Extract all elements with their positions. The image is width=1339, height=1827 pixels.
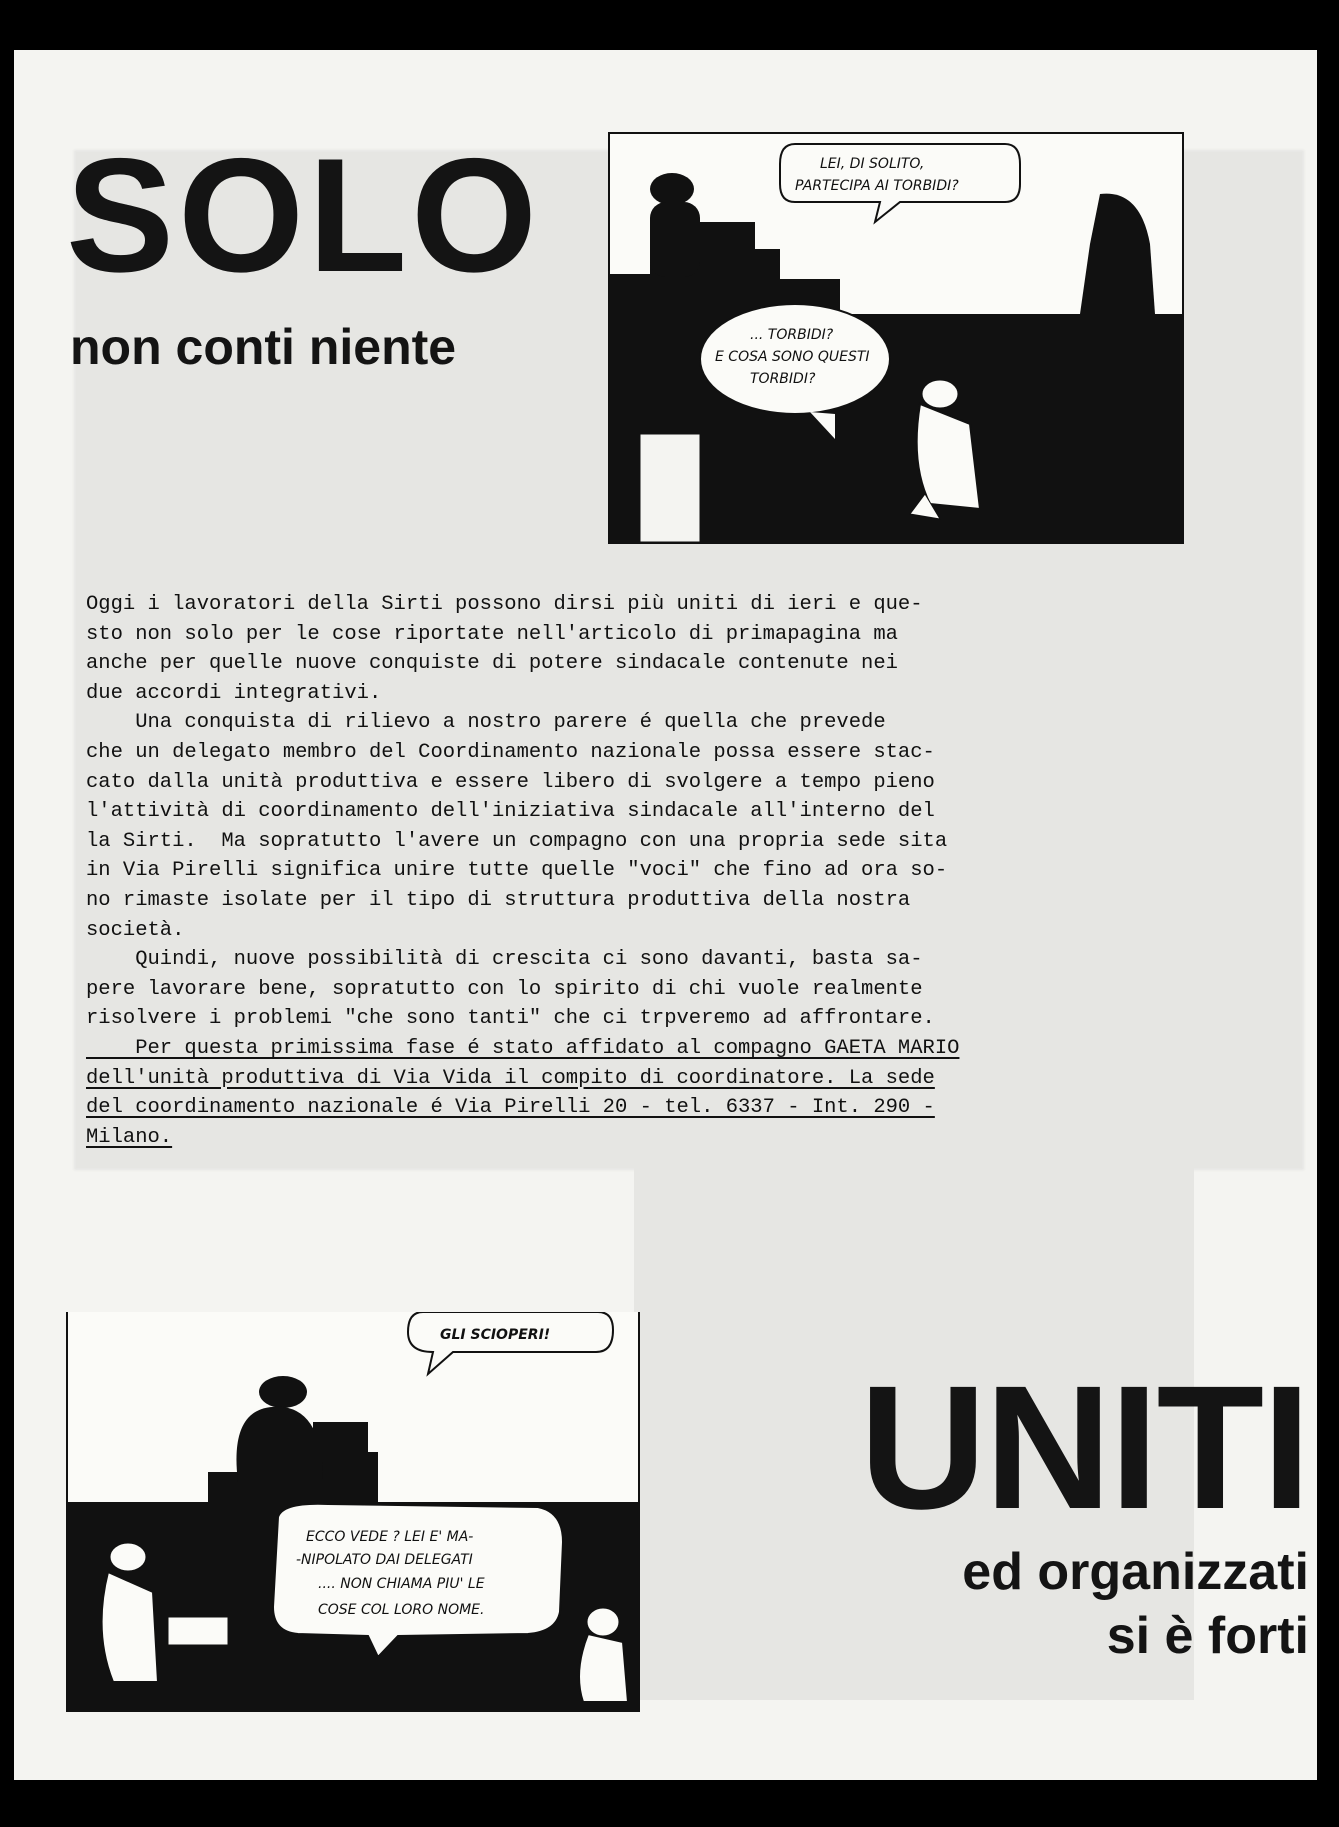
article-line: cato dalla unità produttiva e essere libero di svolgere a tempo pieno (86, 770, 935, 794)
article-line: pere lavorare bene, sopratutto con lo spirito di chi vuole realmente (86, 977, 923, 1001)
comic-top-bubble-2-line-3: TORBIDI? (750, 371, 816, 387)
article-underlined-line: Per questa primissima fase é stato affidato al compagno GAETA MARIO (86, 1036, 960, 1060)
comic-bottom-bubble-2-line-2: -NIPOLATO DAI DELEGATI (296, 1552, 473, 1568)
headline-solo: SOLO (66, 125, 542, 306)
article-line: l'attività di coordinamento dell'iniziativa sindacale all'interno del (86, 800, 935, 824)
comic-bottom-bubble-1: GLI SCIOPERI! (440, 1327, 551, 1343)
article-underlined-line: dell'unità produttiva di Via Vida il compito di coordinatore. La sede (86, 1066, 935, 1090)
headline-solo-subtitle: non conti niente (70, 319, 457, 375)
article-line: sto non solo per le cose riportate nell'articolo di primapagina ma (86, 622, 898, 646)
article-line: la Sirti. Ma sopratutto l'avere un compagno con una propria sede sita (86, 829, 948, 853)
article-line: no rimaste isolate per il tipo di struttura produttiva della nostra (86, 888, 911, 912)
article-line: che un delegato membro del Coordinamento nazionale possa essere stac- (86, 740, 935, 764)
headline-uniti-subtitle-2: si è forti (1106, 1607, 1309, 1665)
comic-bottom (66, 1312, 640, 1712)
document-page (14, 50, 1317, 1780)
article-underlined-line: del coordinamento nazionale é Via Pirelli 20 - tel. 6337 - Int. 290 - (86, 1096, 935, 1120)
article-line: anche per quelle nuove conquiste di potere sindacale contenute nei (86, 652, 898, 676)
comic-bottom-drawing (68, 1312, 638, 1710)
comic-top (608, 132, 1184, 544)
comic-top-bubble-1-line-1: LEI, DI SOLITO, (820, 156, 925, 172)
article-body (86, 590, 1186, 1152)
article-line: Una conquista di rilievo a nostro parere é quella che prevede (86, 711, 886, 735)
article-line: Oggi i lavoratori della Sirti possono dirsi più uniti di ieri e que- (86, 593, 923, 616)
article-line: due accordi integrativi. (86, 681, 382, 705)
comic-top-bubble-2-line-2: E COSA SONO QUESTI (715, 349, 870, 365)
comic-bottom-bubble-2-line-4: COSE COL LORO NOME. (318, 1602, 485, 1618)
comic-bottom-bubble-2-line-1: ECCO VEDE ? LEI E' MA- (306, 1529, 474, 1545)
article-line: Quindi, nuove possibilità di crescita ci sono davanti, basta sa- (86, 948, 923, 972)
article-line: in Via Pirelli significa unire tutte quelle "voci" che fino ad ora so- (86, 859, 948, 883)
headline-uniti-subtitle-1: ed organizzati (962, 1543, 1309, 1601)
comic-bottom-bubble-2-line-3: .... NON CHIAMA PIU' LE (318, 1576, 485, 1592)
comic-top-bubble-2-line-1: ... TORBIDI? (750, 327, 834, 343)
comic-top-bubble-1-line-2: PARTECIPA AI TORBIDI? (795, 178, 959, 194)
article-line: risolvere i problemi "che sono tanti" che ci trpveremo ad affrontare. (86, 1007, 935, 1031)
article-line: società. (86, 918, 185, 942)
comic-top-drawing (610, 134, 1182, 542)
article-underlined-line: Milano. (86, 1125, 173, 1149)
headline-uniti: UNITI (859, 1350, 1309, 1546)
